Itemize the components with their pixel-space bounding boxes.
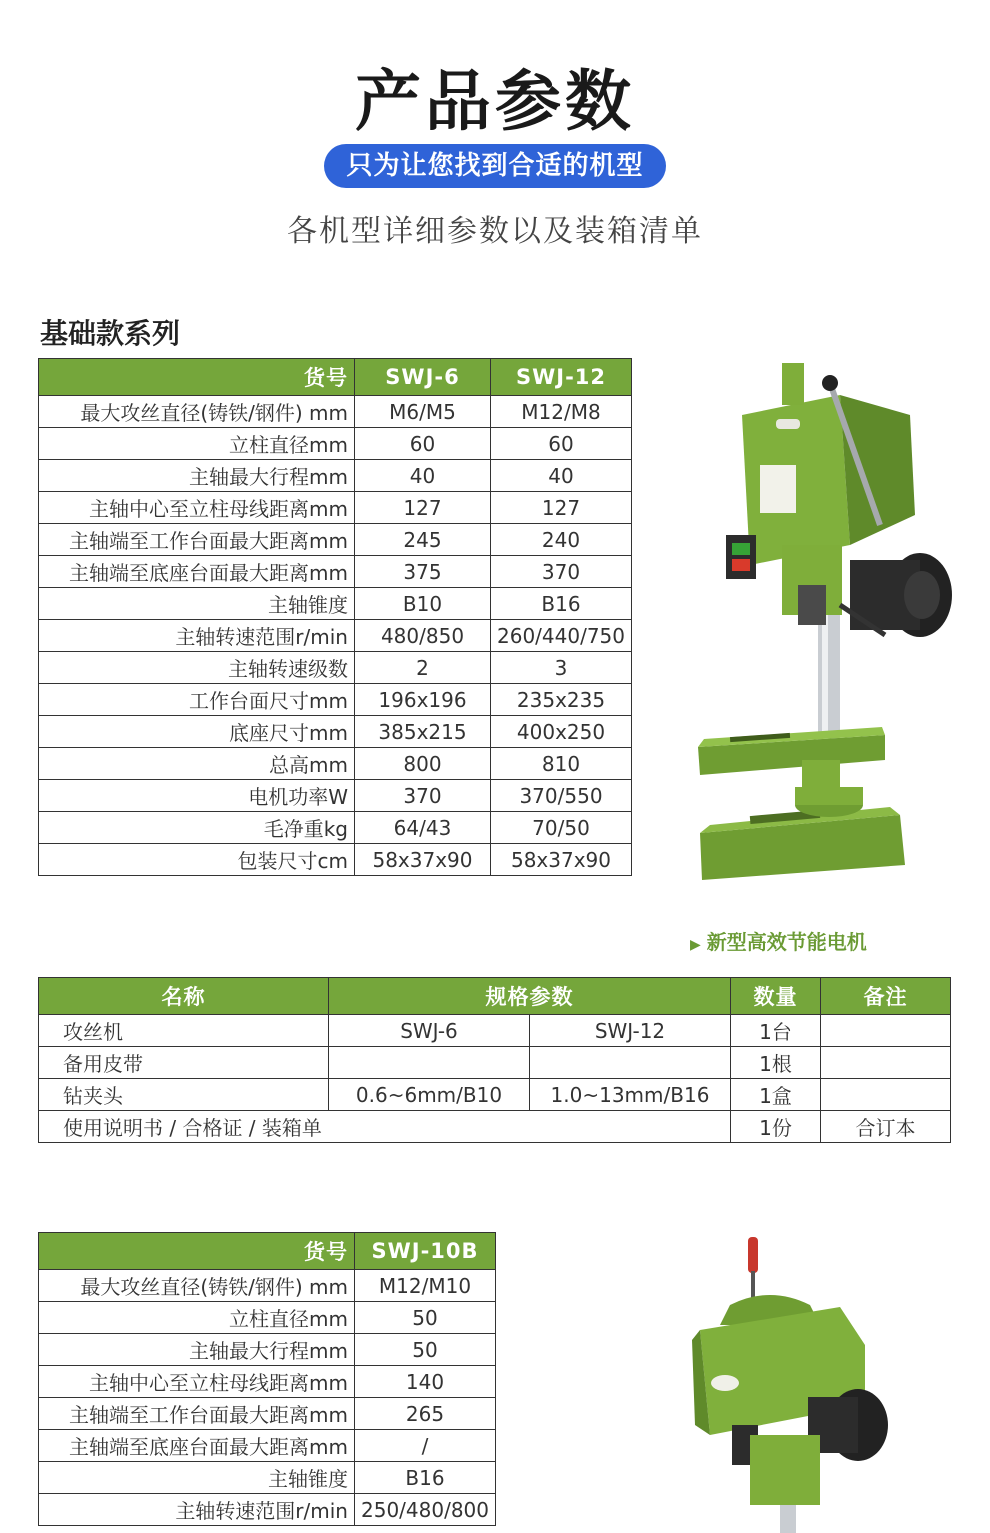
row-label: 电机功率W xyxy=(39,780,355,812)
tapping-machine-image xyxy=(690,1235,900,1533)
table-cell: 0.6~6mm/B10 xyxy=(329,1079,530,1111)
row-label: 主轴锥度 xyxy=(39,1462,355,1494)
table-cell xyxy=(530,1047,731,1079)
row-value: B16 xyxy=(355,1462,496,1494)
row-value: 58x37x90 xyxy=(355,844,491,876)
table-row xyxy=(39,428,632,460)
table-cell: 钻夹头 xyxy=(39,1079,329,1111)
row-label: 包装尺寸cm xyxy=(39,844,355,876)
feature-note-text: 新型高效节能电机 xyxy=(706,930,867,954)
table-cell: 1盒 xyxy=(731,1079,821,1111)
play-arrow-icon: ▶ xyxy=(690,937,701,953)
header-cell: SWJ-12 xyxy=(491,359,632,396)
row-label: 主轴端至工作台面最大距离mm xyxy=(39,1398,355,1430)
row-label: 主轴中心至立柱母线距离mm xyxy=(39,492,355,524)
row-value: 127 xyxy=(355,492,491,524)
row-value: 375 xyxy=(355,556,491,588)
table-row xyxy=(39,1079,951,1111)
row-label: 底座尺寸mm xyxy=(39,716,355,748)
row-value: 370 xyxy=(491,556,632,588)
row-value: M6/M5 xyxy=(355,396,491,428)
row-value: 60 xyxy=(491,428,632,460)
header-cell: SWJ-6 xyxy=(355,359,491,396)
table-cell xyxy=(821,1079,951,1111)
table-row xyxy=(39,1334,496,1366)
row-value: 400x250 xyxy=(491,716,632,748)
row-value: 370/550 xyxy=(491,780,632,812)
table-row xyxy=(39,556,632,588)
section-title: 基础款系列 xyxy=(40,317,181,350)
row-label: 最大攻丝直径(铸铁/钢件) mm xyxy=(39,396,355,428)
table-row xyxy=(39,1398,496,1430)
row-value: 50 xyxy=(355,1334,496,1366)
table-row xyxy=(39,492,632,524)
table-cell xyxy=(821,1047,951,1079)
row-value: 58x37x90 xyxy=(491,844,632,876)
row-value: 385x215 xyxy=(355,716,491,748)
row-label: 主轴最大行程mm xyxy=(39,1334,355,1366)
row-label: 立柱直径mm xyxy=(39,428,355,460)
table-cell: 1份 xyxy=(731,1111,821,1143)
table-cell: 合订本 xyxy=(821,1111,951,1143)
header-cell: 数量 xyxy=(731,978,821,1015)
table-row xyxy=(39,620,632,652)
row-label: 最大攻丝直径(铸铁/钢件) mm xyxy=(39,1270,355,1302)
tapping-machine-image xyxy=(690,355,960,895)
row-value: 40 xyxy=(355,460,491,492)
packing-list-table xyxy=(38,977,951,1143)
table-row xyxy=(39,1015,951,1047)
row-value: 265 xyxy=(355,1398,496,1430)
spec-table-header xyxy=(39,359,632,396)
row-value: 245 xyxy=(355,524,491,556)
row-label: 主轴中心至立柱母线距离mm xyxy=(39,1366,355,1398)
row-label: 主轴端至底座台面最大距离mm xyxy=(39,1430,355,1462)
table-cell: 1.0~13mm/B16 xyxy=(530,1079,731,1111)
row-value: M12/M10 xyxy=(355,1270,496,1302)
table-cell: 备用皮带 xyxy=(39,1047,329,1079)
table-row xyxy=(39,1270,496,1302)
row-label: 主轴端至工作台面最大距离mm xyxy=(39,524,355,556)
row-label: 立柱直径mm xyxy=(39,1302,355,1334)
hero-title: 产品参数 xyxy=(355,63,635,140)
row-label: 主轴锥度 xyxy=(39,588,355,620)
row-label: 总高mm xyxy=(39,748,355,780)
table-cell: 攻丝机 xyxy=(39,1015,329,1047)
row-value: 70/50 xyxy=(491,812,632,844)
row-value: 250/480/800 xyxy=(355,1494,496,1526)
spec-table-header xyxy=(39,1233,496,1270)
table-row xyxy=(39,812,632,844)
row-value: 810 xyxy=(491,748,632,780)
table-row xyxy=(39,716,632,748)
packing-table-header xyxy=(39,978,951,1015)
row-value: B10 xyxy=(355,588,491,620)
hero-pill: 只为让您找到合适的机型 xyxy=(324,144,666,188)
row-value: 3 xyxy=(491,652,632,684)
hero-subtitle: 各机型详细参数以及装箱清单 xyxy=(287,214,703,249)
header-cell: 货号 xyxy=(39,1233,355,1270)
spec-table-1 xyxy=(38,358,632,876)
row-value: M12/M8 xyxy=(491,396,632,428)
table-cell: 1根 xyxy=(731,1047,821,1079)
row-label: 工作台面尺寸mm xyxy=(39,684,355,716)
row-value: 140 xyxy=(355,1366,496,1398)
row-value: 196x196 xyxy=(355,684,491,716)
table-row xyxy=(39,1047,951,1079)
table-row xyxy=(39,1366,496,1398)
table-cell: SWJ-6 xyxy=(329,1015,530,1047)
table-cell: 使用说明书 / 合格证 / 装箱单 xyxy=(39,1111,731,1143)
table-row xyxy=(39,1302,496,1334)
table-row xyxy=(39,844,632,876)
row-value: 370 xyxy=(355,780,491,812)
table-row xyxy=(39,1430,496,1462)
row-label: 主轴转速级数 xyxy=(39,652,355,684)
table-row xyxy=(39,780,632,812)
row-value: 480/850 xyxy=(355,620,491,652)
header-cell: 名称 xyxy=(39,978,329,1015)
row-value: 40 xyxy=(491,460,632,492)
row-value: 235x235 xyxy=(491,684,632,716)
row-value: 50 xyxy=(355,1302,496,1334)
table-row xyxy=(39,1462,496,1494)
table-row xyxy=(39,652,632,684)
table-row xyxy=(39,1494,496,1526)
header-cell: 备注 xyxy=(821,978,951,1015)
row-value: 260/440/750 xyxy=(491,620,632,652)
table-cell xyxy=(821,1015,951,1047)
table-row xyxy=(39,684,632,716)
header-cell: SWJ-10B xyxy=(355,1233,496,1270)
row-value: B16 xyxy=(491,588,632,620)
row-label: 主轴最大行程mm xyxy=(39,460,355,492)
table-row xyxy=(39,460,632,492)
header-cell: 货号 xyxy=(39,359,355,396)
table-row xyxy=(39,524,632,556)
row-value: 2 xyxy=(355,652,491,684)
table-row xyxy=(39,396,632,428)
feature-note xyxy=(690,926,867,955)
table-cell: SWJ-12 xyxy=(530,1015,731,1047)
row-label: 主轴端至底座台面最大距离mm xyxy=(39,556,355,588)
row-label: 毛净重kg xyxy=(39,812,355,844)
row-value: / xyxy=(355,1430,496,1462)
table-row xyxy=(39,588,632,620)
table-row xyxy=(39,748,632,780)
table-cell: 1台 xyxy=(731,1015,821,1047)
row-label: 主轴转速范围r/min xyxy=(39,1494,355,1526)
row-value: 127 xyxy=(491,492,632,524)
row-value: 64/43 xyxy=(355,812,491,844)
row-label: 主轴转速范围r/min xyxy=(39,620,355,652)
row-value: 800 xyxy=(355,748,491,780)
header-cell: 规格参数 xyxy=(329,978,731,1015)
table-cell xyxy=(329,1047,530,1079)
spec-table-2 xyxy=(38,1232,496,1526)
row-value: 60 xyxy=(355,428,491,460)
row-value: 240 xyxy=(491,524,632,556)
table-row xyxy=(39,1111,951,1143)
